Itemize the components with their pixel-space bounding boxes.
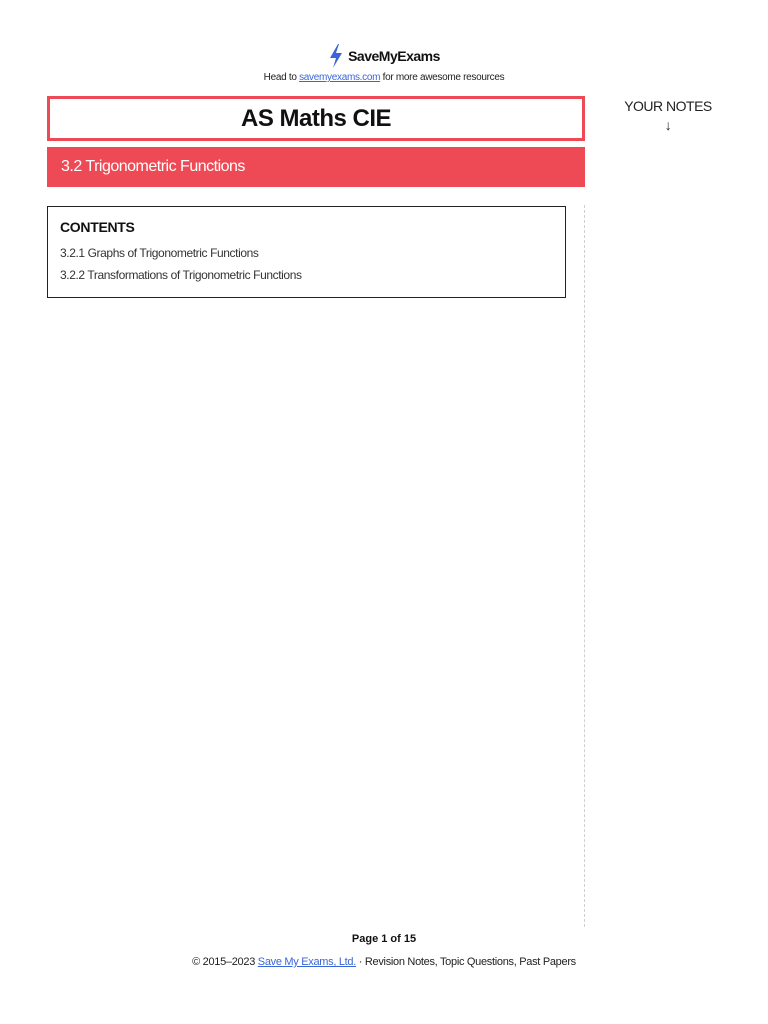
contents-item[interactable]: 3.2.2 Transformations of Trigonometric Functions [60,268,302,282]
page-number: Page 1 of 15 [351,933,417,945]
brand-logo[interactable] [0,44,768,68]
document-title-box [47,96,585,141]
document-title: AS Maths CIE [240,104,392,132]
notes-divider [584,205,585,927]
brand-name: SaveMyExams [348,48,440,64]
contents-box [47,206,566,298]
contents-heading: CONTENTS [60,219,135,235]
arrow-down-icon: ↓ [664,117,672,133]
your-notes [610,98,726,134]
header-prefix: Head to [263,72,300,83]
contents-list [60,242,553,286]
footer-copyright: © 2015–2023 [192,956,258,968]
section-title: 3.2 Trigonometric Functions [61,158,245,175]
footer-suffix: · Revision Notes, Topic Questions, Past Papers [356,956,576,968]
lightning-bolt-icon [328,44,344,68]
your-notes-label: YOUR NOTES [624,98,712,114]
header-line [0,72,768,83]
contents-item[interactable]: 3.2.1 Graphs of Trigonometric Functions [60,246,259,260]
footer-link[interactable]: Save My Exams, Ltd. [257,956,357,968]
footer [0,956,768,968]
header-suffix: for more awesome resources [380,72,505,83]
section-bar [47,147,585,187]
header-link[interactable]: savemyexams.com [299,72,381,83]
